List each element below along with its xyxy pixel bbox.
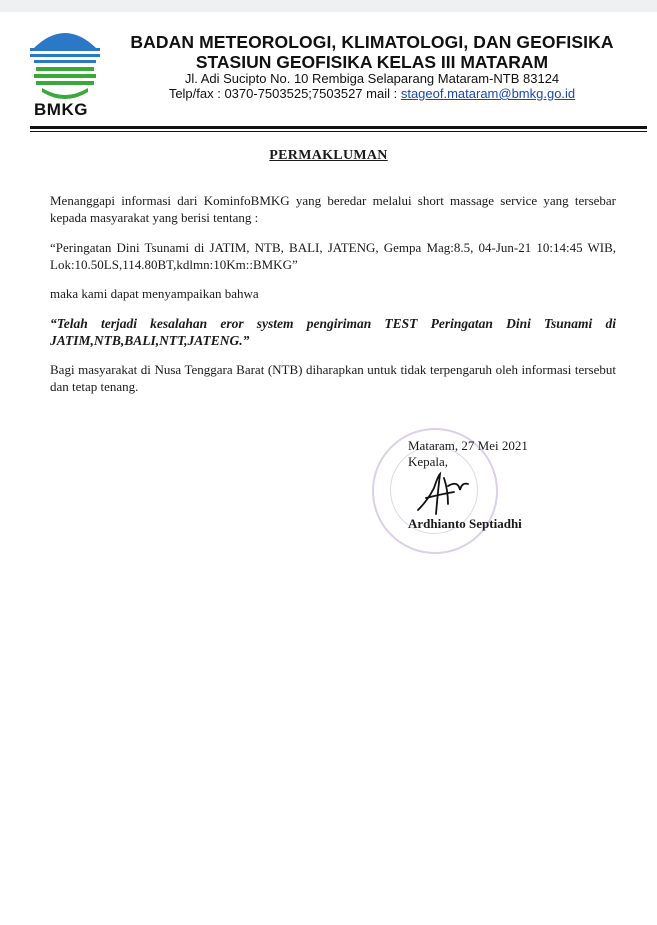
contact-text: Telp/fax : 0370-7503525;7503527 mail :	[168, 86, 401, 101]
signatory-name: Ardhianto Septiadhi	[408, 516, 522, 531]
paragraph-quoted-message: “Peringatan Dini Tsunami di JATIM, NTB, BALI, JATENG, Gempa Mag:8.5, 04-Jun-21 10:14:45 WIB, Lok:10.50LS,114.80BT,kdlmn:10Km::BMKG”	[50, 240, 616, 272]
signature-block	[408, 438, 608, 470]
contact-line	[112, 86, 632, 101]
paragraph-transition: maka kami dapat menyampaikan bahwa	[50, 286, 259, 301]
top-band	[0, 0, 657, 12]
header-divider-thick	[30, 126, 647, 129]
header-divider-thin	[30, 131, 647, 132]
paragraph-intro: Menanggapi informasi dari KominfoBMKG yang beredar melalui short massage service yang tersebar kepada masyarakat yang berisi tentang :	[50, 193, 616, 225]
agency-name: BADAN METEOROLOGI, KLIMATOLOGI, DAN GEOFISIKA	[130, 32, 614, 52]
place-date: Mataram, 27 Mei 2021	[408, 438, 528, 453]
address: Jl. Adi Sucipto No. 10 Rembiga Selaparang Mataram-NTB 83124	[184, 71, 560, 86]
paragraph-advice: Bagi masyarakat di Nusa Tenggara Barat (NTB) diharapkan untuk tidak terpengaruh oleh informasi tersebut dan tetap tenang.	[50, 362, 616, 394]
station-name: STASIUN GEOFISIKA KELAS III MATARAM	[195, 52, 549, 72]
email-link[interactable]: stageof.mataram@bmkg.go.id	[400, 86, 576, 101]
paragraph-statement: “Telah terjadi kesalahan eror system pengiriman TEST Peringatan Dini Tsunami di JATIM,NTB,BALI,NTT,JATENG.”	[50, 316, 616, 348]
signatory-position: Kepala,	[408, 454, 449, 469]
handwritten-signature	[414, 470, 484, 518]
logo-text: BMKG	[34, 100, 88, 119]
document-title: PERMAKLUMAN	[269, 148, 388, 163]
